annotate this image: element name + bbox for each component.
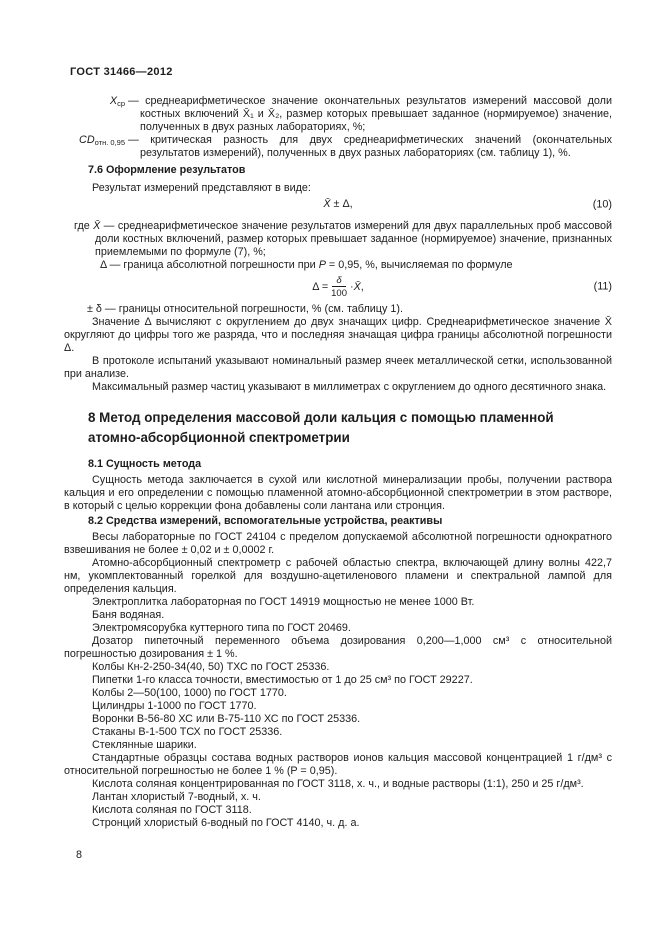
definition-list [64, 95, 612, 160]
equipment-item-lanthanum-chloride: Лантан хлористый 7-водный, х. ч. [92, 791, 261, 803]
p-variable: P [318, 259, 326, 271]
paragraph-protocol: В протоколе испытаний указывают номинальный размер ячеек металлической сетки, использованной при анализе. [64, 355, 612, 380]
heading-section-8: 8 Метод определения массовой доли кальция с помощью пламенной атомно-абсорбционной спектрометрии [88, 410, 554, 445]
formula-11-comma: , [360, 280, 364, 293]
where-text: — среднеарифметическое значение результатов измерений для двух параллельных проб массовой доли костных включений, размер которых превышает заданное (нормируемое) значение, признанных приемлемыми по формуле (7), %; [95, 220, 612, 258]
paragraph-rounding: Значение Δ вычисляют с округлением до двух значащих цифр. Среднеарифметическое значение X̄ округляют до цифры того же разряда, что и последняя значащая цифра границы абсолютной погрешности Δ. [64, 316, 612, 354]
pm-delta-text: — границы относительной погрешности, % (см. таблицу 1). [101, 303, 403, 315]
equipment-item-dispenser: Дозатор пипеточный переменного объема дозирования 0,200—1,000 см³ с относительной погрешностью дозирования ± 1 %. [64, 635, 612, 660]
formula-11 [64, 273, 612, 301]
equipment-item-standard-samples: Стандартные образцы состава водных растворов ионов кальция массовой концентрацией 1 г/дм³ с относительной погрешностью не более 1 % (P = 0,95). [64, 752, 612, 777]
definition-term [64, 134, 125, 149]
formula-10 [64, 198, 612, 211]
definition-text: — среднеарифметическое значение окончательных результатов измерений массовой доли костных включений X̄₁ и X̄₂, размер которых превышает заданное (нормируемое) значение, полученных в двух разных лабораториях, %; [128, 95, 612, 133]
heading-8-1: 8.1 Сущность метода [88, 458, 202, 470]
equipment-item-flasks-2-50: Колбы 2—50(100, 1000) по ГОСТ 1770. [92, 687, 287, 699]
paragraph-result-intro: Результат измерений представляют в виде: [92, 182, 311, 194]
heading-7-6: 7.6 Оформление результатов [88, 164, 246, 176]
formula-11-dot: · [349, 280, 354, 293]
symbol-cd: CD [79, 134, 95, 146]
paragraph-method-essence: Сущность метода заключается в сухой или кислотной минерализации пробы, получении раствора кальция и его определении с помощью пламенной атомно-абсорбционной спектрометрии в этом растворе, в который с целью коррекции фона добавлены соли лантана или стронция. [64, 474, 612, 512]
symbol-x-mean: X [109, 95, 118, 107]
heading-8-2: 8.2 Средства измерений, вспомогательные устройства, реактивы [88, 515, 443, 527]
delta-text-before: — граница абсолютной погрешности при [106, 259, 319, 271]
equipment-item-strontium-chloride: Стронций хлористый 6-водный по ГОСТ 4140, ч. д. а. [92, 817, 360, 829]
equipment-item-hydrochloric-acid: Кислота соляная по ГОСТ 3118. [92, 804, 252, 816]
formula-11-fraction [331, 275, 347, 299]
formula-10-number: (10) [592, 198, 612, 210]
paragraph-where-xbar [64, 220, 612, 259]
equipment-item-water-bath: Баня водяная. [92, 609, 165, 621]
document-header: ГОСТ 31466—2012 [70, 66, 173, 78]
equipment-item-beakers: Стаканы В-1-500 ТСХ по ГОСТ 25336. [92, 726, 283, 738]
where-symbol: X̄ [93, 220, 101, 232]
equipment-item-meat-grinder: Электромясорубка куттерного типа по ГОСТ 20469. [92, 622, 351, 634]
equipment-item-flasks-kn: Колбы Кн-2-250-34(40, 50) ТХС по ГОСТ 25336. [92, 661, 330, 673]
formula-10-rest: ± Δ, [330, 198, 353, 210]
pm-delta-symbol: ± δ [87, 303, 102, 315]
definition-item [64, 95, 612, 134]
equipment-item-funnels: Воронки В-56-80 ХС или В-75-110 ХС по ГОСТ 25336. [92, 713, 361, 725]
fraction-denominator: 100 [331, 288, 347, 299]
formula-11-number: (11) [593, 280, 612, 293]
delta-symbol: Δ [100, 259, 107, 271]
fraction-numerator: δ [332, 275, 345, 287]
equipment-item-spectrometer: Атомно-абсорбционный спектрометр с рабочей областью спектра, включающей длину волны 422,7 нм, укомплектованный горелкой для воздушно-ацетиленового пламени и спектральной лампой для определения кальция. [64, 557, 612, 595]
page-number: 8 [76, 849, 83, 861]
paragraph-max-size: Максимальный размер частиц указывают в миллиметрах с округлением до одного десятичного знака. [92, 381, 607, 393]
equipment-item-pipettes: Пипетки 1-го класса точности, вместимостью от 1 до 25 см³ по ГОСТ 29227. [92, 674, 473, 686]
where-lead: где [74, 220, 94, 232]
definition-term [64, 95, 125, 110]
formula-11-lhs: Δ = [312, 280, 329, 293]
page-content [64, 66, 612, 830]
paragraph-delta-definition [64, 259, 612, 272]
equipment-item-hotplate: Электроплитка лабораторная по ГОСТ 14919 мощностью не менее 1000 Вт. [92, 596, 475, 608]
symbol-subscript: ср [117, 99, 125, 108]
paragraph-pm-delta-definition [64, 303, 612, 316]
equipment-list [64, 531, 612, 830]
formula-11-xbar: X̄ [353, 280, 361, 293]
equipment-item-scales: Весы лабораторные по ГОСТ 24104 с пределом допускаемой абсолютной погрешности однократного взвешивания не более ± 0,02 и ± 0,0002 г. [64, 531, 612, 556]
symbol-subscript: отн. 0,95 [94, 138, 125, 147]
equipment-item-glass-beads: Стеклянные шарики. [92, 739, 197, 751]
definition-text: — критическая разность для двух среднеарифметических значений (окончательных результатов измерений), полученных в двух разных лабораториях (см. таблицу 1), %. [128, 134, 612, 159]
equipment-item-hydrochloric-acid-conc: Кислота соляная концентрированная по ГОСТ 3118, х. ч., и водные растворы (1:1), 250 и 25 г/дм³. [92, 778, 584, 790]
definition-item [64, 134, 612, 160]
formula-10-xbar: X̄ [323, 198, 331, 210]
delta-text-after: = 0,95, %, вычисляемая по формуле [325, 259, 513, 271]
equipment-item-cylinders: Цилиндры 1-1000 по ГОСТ 1770. [92, 700, 257, 712]
